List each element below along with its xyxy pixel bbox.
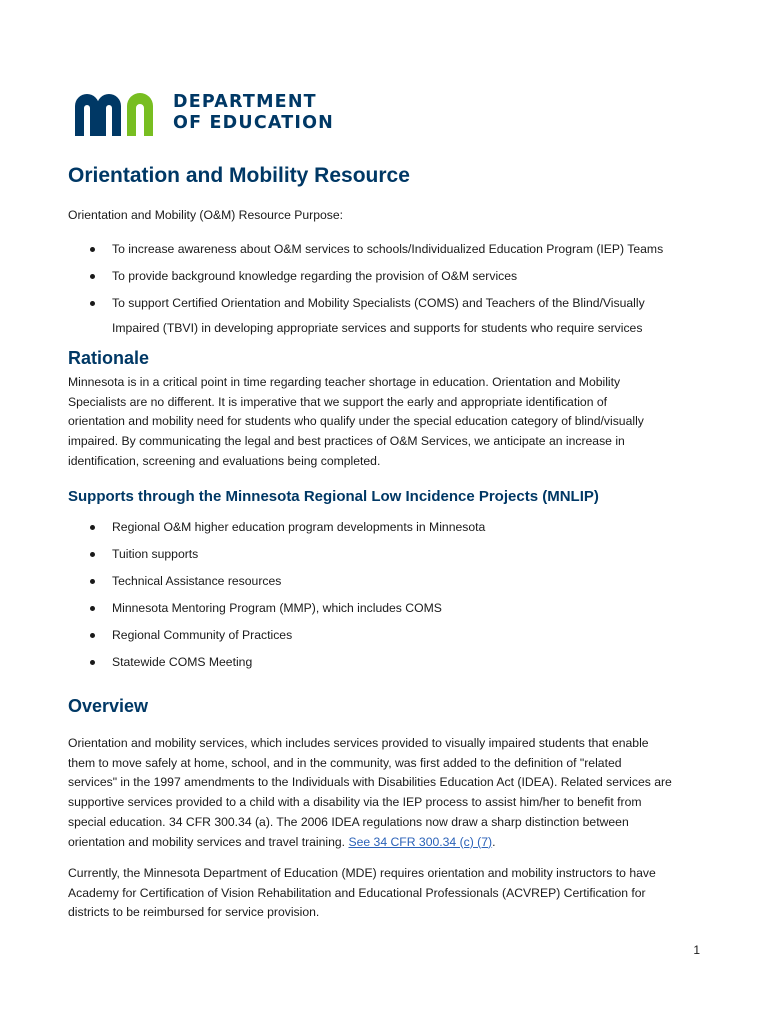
supports-heading: Supports through the Minnesota Regional Low Incidence Projects (MNLIP) (68, 488, 599, 505)
text-line (68, 833, 672, 853)
logo-line-2: OF EDUCATION (173, 113, 335, 133)
overview-paragraph-1 (68, 734, 672, 852)
list-item: Regional O&M higher education program developments in Minnesota (68, 514, 708, 541)
list-item: Technical Assistance resources (68, 568, 708, 595)
list-item: Tuition supports (68, 541, 708, 568)
list-item: To provide background knowledge regarding the provision of O&M services (68, 263, 708, 290)
text-line: districts to be reimbursed for service provision. (68, 905, 320, 920)
text-line: Specialists are no different. It is imperative that we support the early and appropriate identification of (68, 394, 608, 409)
text-segment: orientation and mobility services and travel training. (68, 834, 349, 849)
purpose-intro: Orientation and Mobility (O&M) Resource Purpose: (68, 208, 344, 222)
text-segment: . (492, 834, 496, 849)
text-line: impaired. By communicating the legal and best practices of O&M Services, we anticipate an increase in (68, 434, 625, 449)
list-item: Statewide COMS Meeting (68, 649, 708, 676)
overview-heading: Overview (68, 696, 149, 716)
logo-wordmark (173, 92, 334, 134)
cfr-link[interactable]: See 34 CFR 300.34 (c) (7) (348, 834, 493, 849)
text-line: them to move safely at home, school, and in the community, was first added to the definition of "related (68, 755, 622, 770)
text-line: identification, screening and evaluations being completed. (68, 453, 381, 468)
text-line: Academy for Certification of Vision Rehabilitation and Educational Professionals (ACVREP) Certification for (68, 885, 646, 900)
purpose-list (68, 236, 708, 317)
list-item: To increase awareness about O&M services to schools/Individualized Education Program (IEP) Teams (68, 236, 708, 263)
mn-logo-icon (75, 92, 167, 136)
purpose-item-continuation: Impaired (TBVI) in developing appropriate services and supports for students who require services (112, 321, 643, 335)
logo-line-1: DEPARTMENT (173, 92, 317, 112)
overview-paragraph-2 (68, 864, 656, 923)
text-line: Minnesota is in a critical point in time regarding teacher shortage in education. Orientation and Mobility (68, 375, 621, 389)
text-line: orientation and mobility need for students who qualify under the special education category of blind/visually (68, 414, 644, 429)
page-title: Orientation and Mobility Resource (68, 164, 410, 187)
text-line: supportive services provided to a child with a disability via the IEP process to assist him/her to benefit from (68, 795, 642, 810)
text-line: services" in the 1997 amendments to the Individuals with Disabilities Education Act (IDEA). Related services are (68, 775, 672, 790)
rationale-heading: Rationale (68, 348, 150, 368)
text-line: Currently, the Minnesota Department of Education (MDE) requires orientation and mobility instructors to have (68, 866, 656, 880)
list-item: Minnesota Mentoring Program (MMP), which includes COMS (68, 595, 708, 622)
mde-logo (75, 92, 365, 140)
list-item: To support Certified Orientation and Mobility Specialists (COMS) and Teachers of the Blind/Visually (68, 290, 708, 317)
list-item: Regional Community of Practices (68, 622, 708, 649)
rationale-paragraph (68, 373, 644, 472)
supports-list (68, 514, 708, 676)
page-number: 1 (693, 943, 700, 957)
text-line: Orientation and mobility services, which includes services provided to visually impaired students that enable (68, 736, 649, 750)
text-line: special education. 34 CFR 300.34 (a). The 2006 IDEA regulations now draw a sharp distinction between (68, 814, 629, 829)
